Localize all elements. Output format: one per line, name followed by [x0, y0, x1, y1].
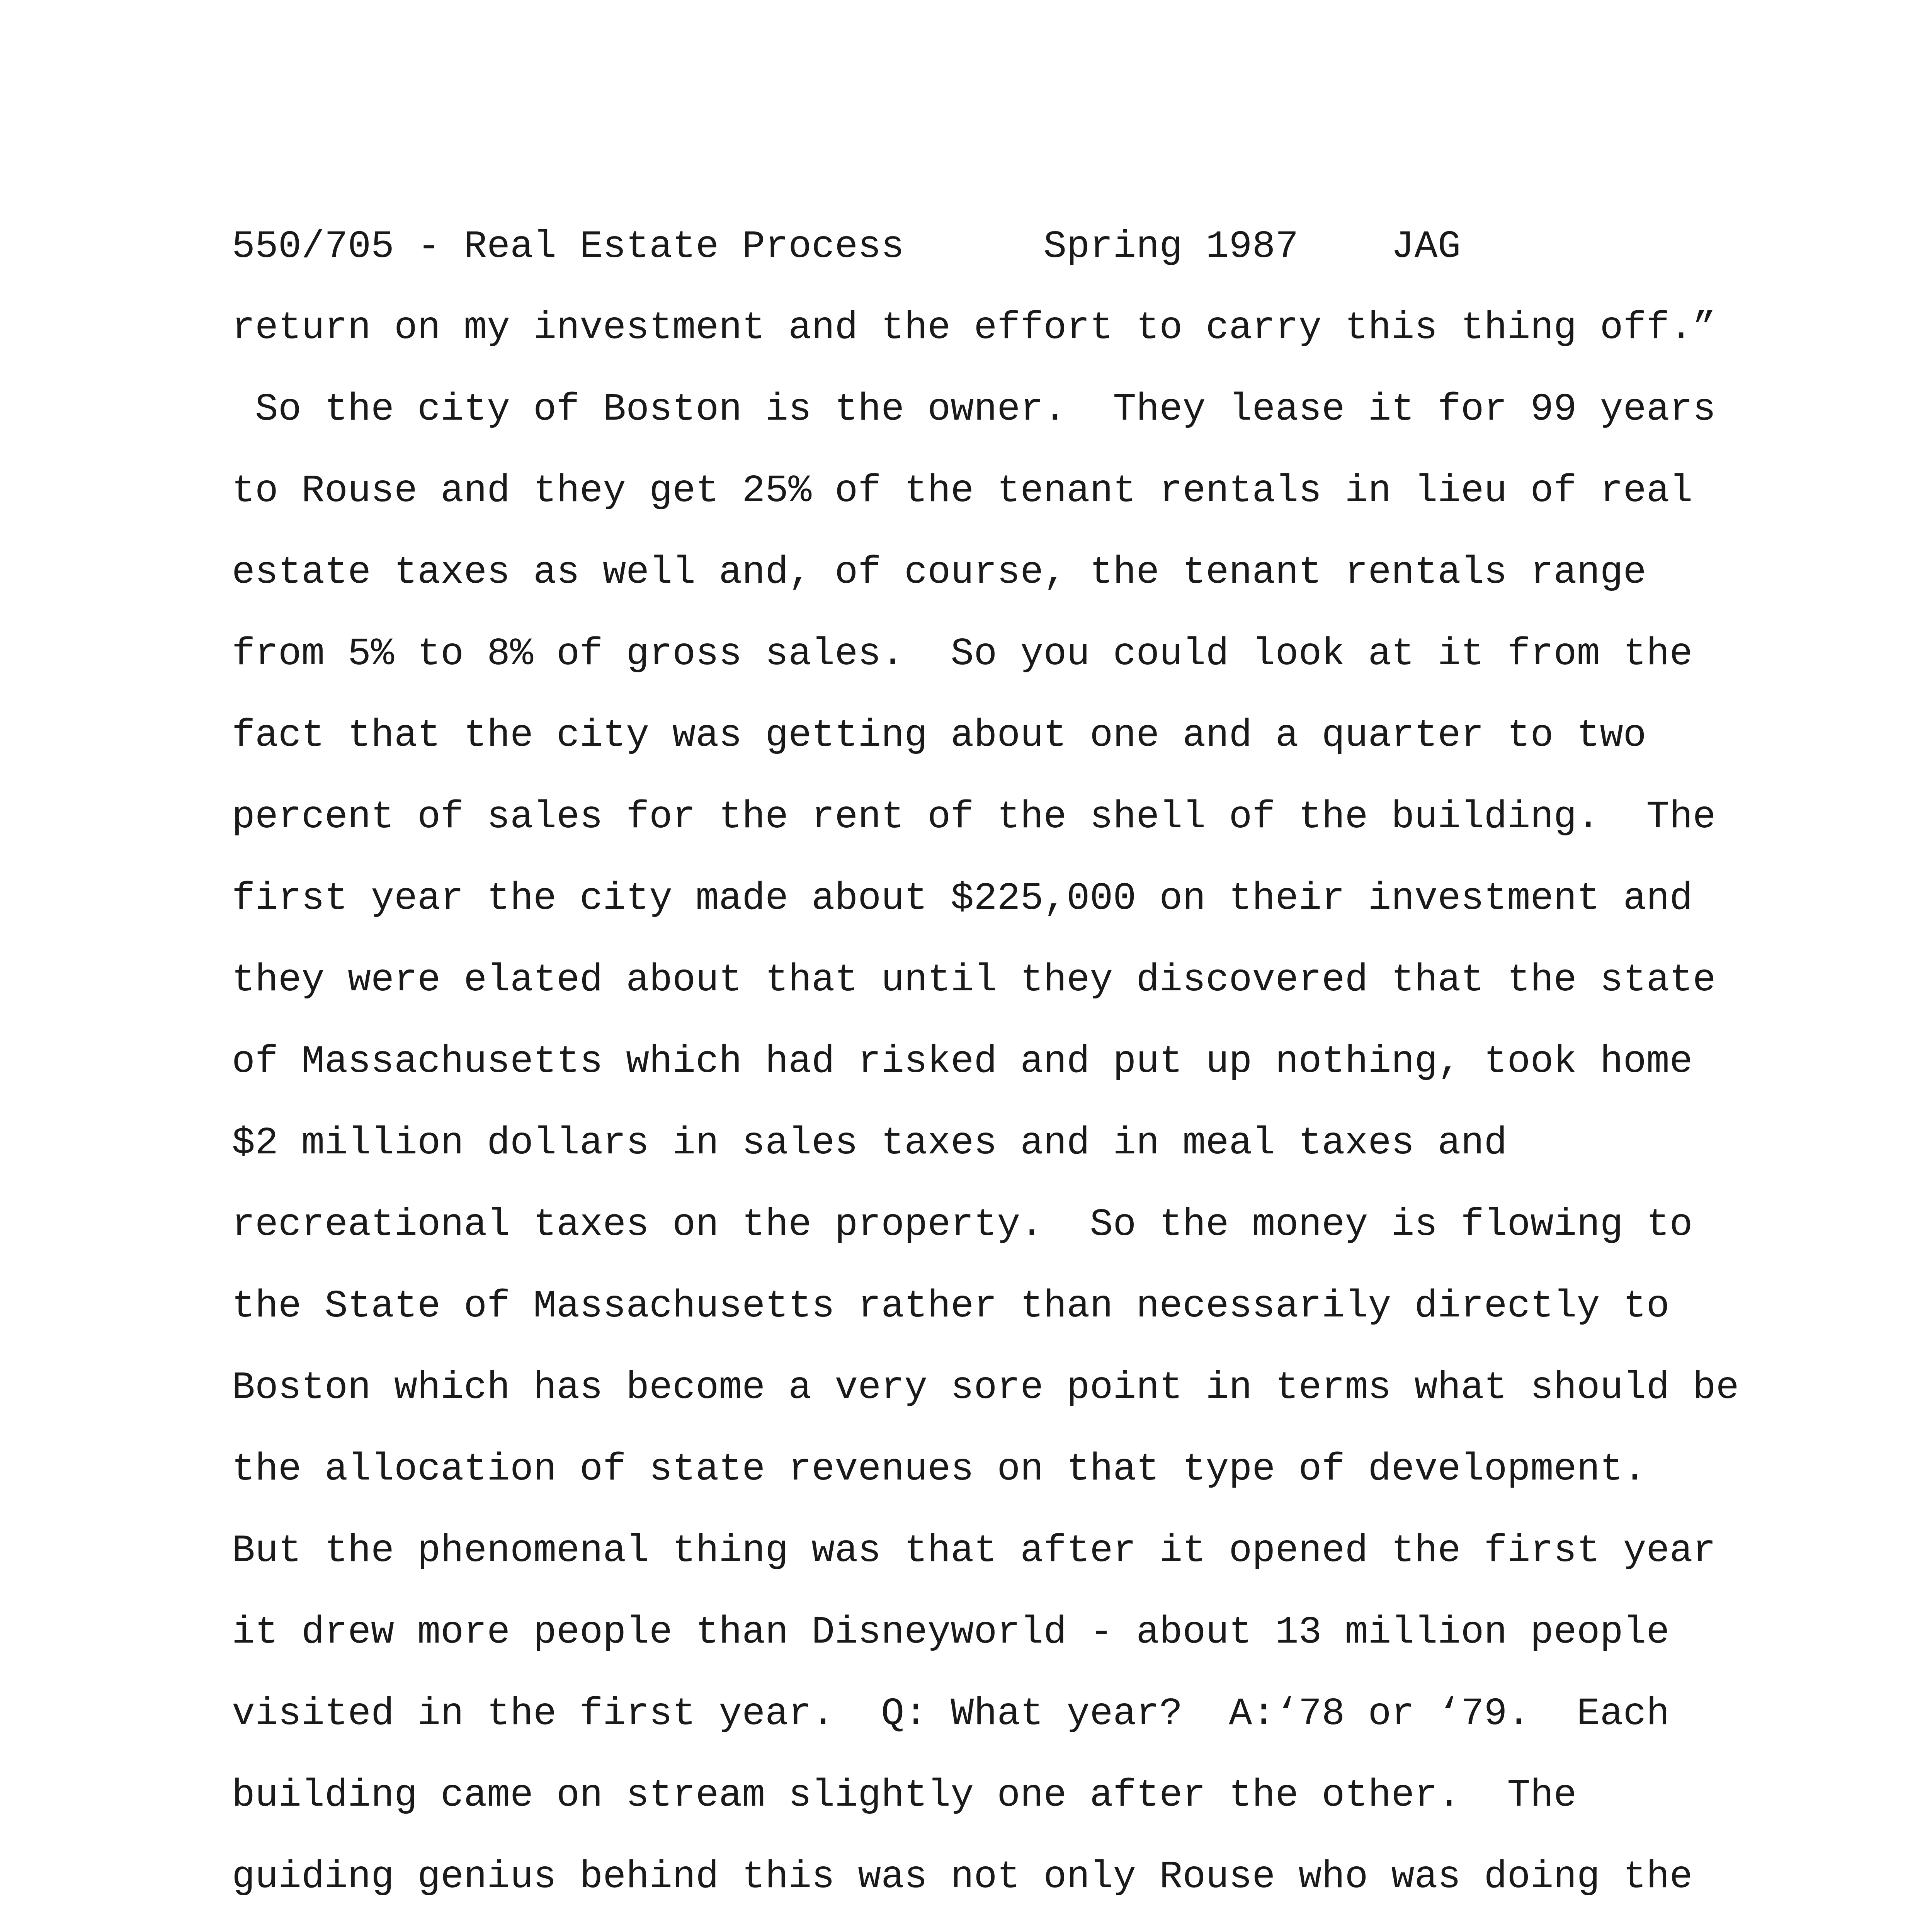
text-line: to Rouse and they get 25% of the tenant rentals in lieu of real	[232, 469, 1693, 513]
text-line: visited in the first year. Q: What year? A:‘78 or ‘79. Each	[232, 1692, 1670, 1736]
header-course: 550/705 - Real Estate Process	[232, 225, 905, 269]
text-line: But the phenomenal thing was that after it opened the first year	[232, 1529, 1716, 1573]
header-term: Spring 1987	[1043, 225, 1299, 269]
text-line: building came on stream slightly one after the other. The	[232, 1774, 1577, 1818]
text-line: of Massachusetts which had risked and put up nothing, took home	[232, 1040, 1693, 1084]
text-line: percent of sales for the rent of the shell of the building. The	[232, 796, 1716, 839]
text-line: from 5% to 8% of gross sales. So you could look at it from the	[232, 633, 1693, 676]
text-line: estate taxes as well and, of course, the tenant rentals range	[232, 551, 1646, 595]
text-line: they were elated about that until they discovered that the state	[232, 959, 1716, 1002]
text-line: guiding genius behind this was not only Rouse who was doing the	[232, 1855, 1693, 1899]
text-line: return on my investment and the effort to carry this thing off.”	[232, 306, 1716, 350]
header-initials: JAG	[1391, 225, 1461, 269]
text-line: it drew more people than Disneyworld - about 13 million people	[232, 1611, 1670, 1655]
text-line: So the city of Boston is the owner. They lease it for 99 years	[232, 388, 1716, 432]
text-line: recreational taxes on the property. So the money is flowing to	[232, 1203, 1693, 1247]
text-line: the State of Massachusetts rather than necessarily directly to	[232, 1285, 1670, 1328]
text-line: Boston which has become a very sore point in terms what should be	[232, 1366, 1739, 1410]
text-line: the allocation of state revenues on that type of development.	[232, 1448, 1646, 1492]
page-header	[232, 225, 1461, 269]
text-line: fact that the city was getting about one and a quarter to two	[232, 714, 1646, 758]
text-line: first year the city made about $225,000 on their investment and	[232, 877, 1693, 921]
body-text	[232, 306, 1777, 1932]
text-line: $2 million dollars in sales taxes and in meal taxes and	[232, 1122, 1507, 1165]
